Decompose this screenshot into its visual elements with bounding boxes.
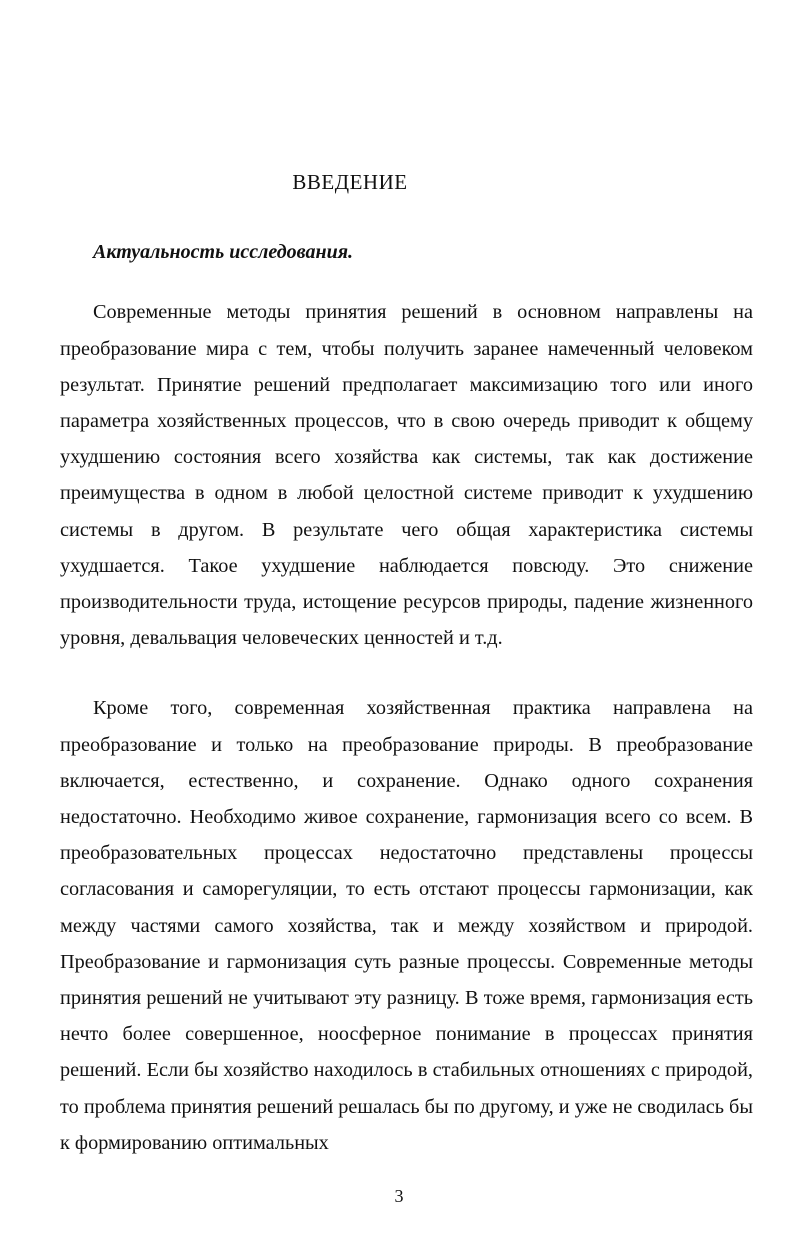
section-heading: Актуальность исследования. (93, 241, 353, 263)
paragraph: Современные методы принятия решений в основном направлены на преобразование мира с тем, чтобы получить заранее намеченный человеком результат. Принятие решений предполагает максимизацию того или иного параметра хозяйственных процессов, что в свою очередь приводит к общему ухудшению состояния всего хозяйства как системы, так как достижение преимущества в одном в любой целостной системе приводит к ухудшению системы в другом. В результате чего общая характеристика системы ухудшается. Такое ухудшение наблюдается повсюду. Это снижение производительности труда, истощение ресурсов природы, падение жизненного уровня, девальвация человеческих ценностей и т.д. (60, 301, 753, 650)
page-title: ВВЕДЕНИЕ (292, 170, 408, 194)
paragraph: Кроме того, современная хозяйственная практика направлена на преобразование и только на преобразование природы. В преобразование включается, естественно, и сохранение. Однако одного сохранения недостаточно. Необходимо живое сохранение, гармонизация всего со всем. В преобразовательных процессах недостаточно представлены процессы согласования и саморегуляции, то есть отстают процессы гармонизации, как между частями самого хозяйства, так и между хозяйством и природой. Преобразование и гармонизация суть разные процессы. Современные методы принятия решений не учитывают эту разницу. В тоже время, гармонизация есть нечто более совершенное, ноосферное понимание в процессах принятия решений. Если бы хозяйство находилось в стабильных отношениях с природой, то проблема принятия решений решалась бы по другому, и уже не сводилась бы к формированию оптимальных (60, 697, 753, 1154)
page-number: 3 (394, 1186, 404, 1206)
